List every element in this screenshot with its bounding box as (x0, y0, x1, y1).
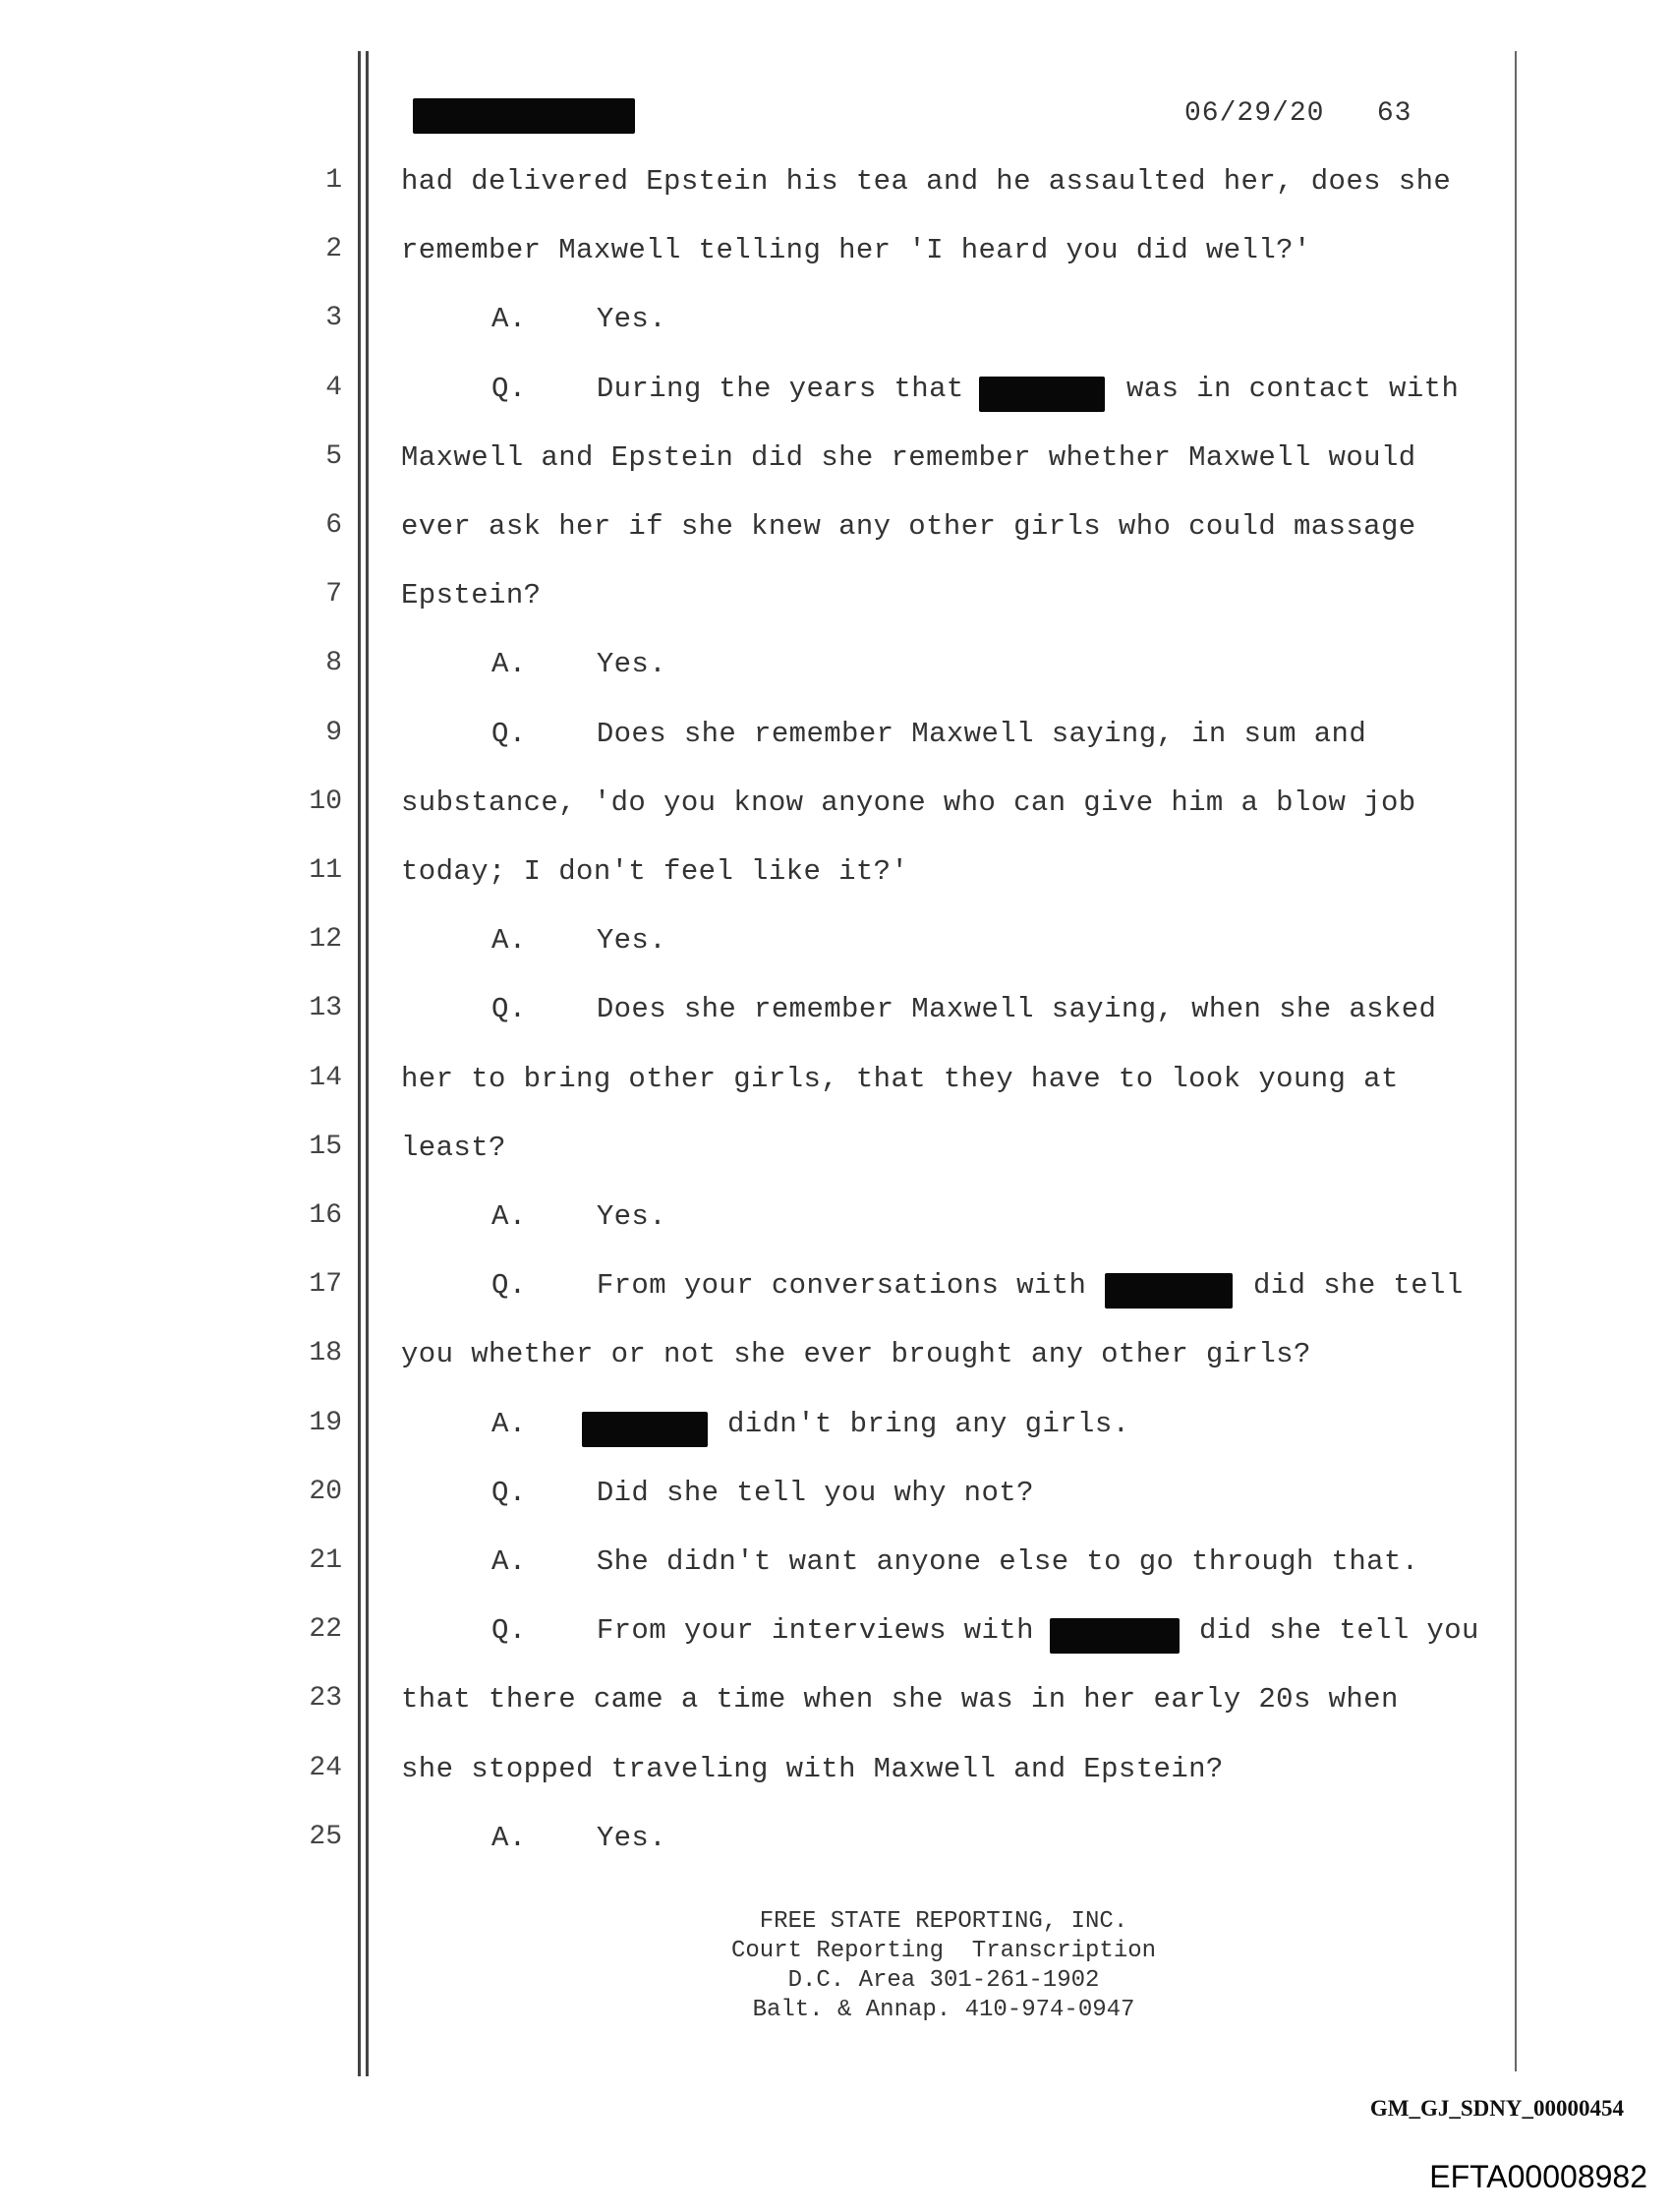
transcript-line (0, 1614, 1671, 1654)
transcript-line (0, 786, 1671, 826)
line-text: A. She didn't want anyone else to go through that. (491, 1545, 1419, 1578)
line-number: 13 (309, 993, 342, 1024)
line-text: Epstein? (401, 579, 542, 612)
transcript-line (0, 1408, 1671, 1447)
line-number: 5 (325, 440, 342, 472)
line-text-continued: did she tell you (1199, 1614, 1479, 1648)
transcript-line (0, 373, 1671, 412)
line-number: 18 (309, 1338, 342, 1369)
transcript-line (0, 1338, 1671, 1377)
line-number: 10 (309, 786, 342, 817)
line-text: remember Maxwell telling her 'I heard you did well?' (401, 234, 1311, 267)
transcript-line (0, 1477, 1671, 1516)
transcript-line (0, 579, 1671, 618)
line-text: Q. From your interviews with (491, 1614, 1034, 1648)
transcript-line (0, 165, 1671, 204)
header-redaction (413, 98, 635, 134)
line-text: A. Yes. (491, 648, 667, 681)
transcript-line (0, 303, 1671, 342)
line-text-continued: didn't bring any girls. (727, 1407, 1130, 1440)
line-text: A. Yes. (491, 303, 667, 336)
line-number: 20 (309, 1476, 342, 1507)
line-text: Q. From your conversations with (491, 1269, 1087, 1303)
line-number: 23 (309, 1683, 342, 1715)
line-number: 1 (325, 165, 342, 196)
line-text: A. Yes. (491, 1200, 667, 1233)
name-redaction (582, 1412, 708, 1447)
transcript-line (0, 441, 1671, 481)
transcript-line (0, 1132, 1671, 1171)
line-text-continued: was in contact with (1126, 372, 1460, 405)
transcript-line (0, 855, 1671, 895)
transcript-line (0, 1822, 1671, 1861)
transcript-line (0, 648, 1671, 687)
line-number: 12 (309, 924, 342, 956)
line-text: Maxwell and Epstein did she remember whether Maxwell would (401, 440, 1416, 474)
line-text: she stopped traveling with Maxwell and Epstein? (401, 1752, 1224, 1785)
name-redaction (1105, 1273, 1233, 1309)
reporter-footer (590, 1907, 1297, 2025)
line-text: ever ask her if she knew any other girls who could massage (401, 510, 1416, 543)
line-number: 16 (309, 1200, 342, 1231)
line-number: 21 (309, 1545, 342, 1576)
line-text: her to bring other girls, that they have to look young at (401, 1062, 1399, 1095)
transcript-line (0, 1200, 1671, 1240)
line-text: today; I don't feel like it?' (401, 855, 909, 888)
transcript-line (0, 924, 1671, 963)
line-text: Q. Does she remember Maxwell saying, when she asked (491, 993, 1437, 1026)
line-text: that there came a time when she was in her early 20s when (401, 1683, 1399, 1717)
line-text: Q. Does she remember Maxwell saying, in sum and (491, 717, 1367, 750)
transcript-line (0, 510, 1671, 550)
line-number: 4 (325, 372, 342, 403)
transcript-line (0, 1269, 1671, 1309)
transcript-line (0, 718, 1671, 757)
transcript-line (0, 1683, 1671, 1722)
line-number: 25 (309, 1821, 342, 1852)
header-date-page: 06/29/20 63 (1184, 98, 1412, 129)
name-redaction (1050, 1618, 1180, 1654)
line-number: 15 (309, 1131, 342, 1162)
transcript-line (0, 234, 1671, 273)
line-number: 3 (325, 303, 342, 334)
bates-number: GM_GJ_SDNY_00000454 (1369, 2096, 1624, 2121)
line-number: 8 (325, 648, 342, 679)
line-text: A. Yes. (491, 1821, 667, 1854)
line-text: had delivered Epstein his tea and he assaulted her, does she (401, 165, 1452, 198)
line-number: 9 (325, 717, 342, 748)
line-text: least? (401, 1131, 506, 1164)
line-text: you whether or not she ever brought any other girls? (401, 1338, 1311, 1371)
transcript-line (0, 1545, 1671, 1585)
line-number: 24 (309, 1752, 342, 1783)
line-number: 22 (309, 1614, 342, 1646)
footer-dc-phone: D.C. Area 301-261-1902 (787, 1967, 1100, 1994)
transcript-line (0, 993, 1671, 1032)
name-redaction (979, 377, 1105, 412)
line-text-continued: did she tell (1253, 1269, 1464, 1303)
transcript-line (0, 1063, 1671, 1102)
efta-number: EFTA00008982 (1429, 2159, 1647, 2194)
line-number: 14 (309, 1062, 342, 1093)
line-number: 7 (325, 579, 342, 611)
line-text: Q. Did she tell you why not? (491, 1476, 1034, 1509)
line-number: 19 (309, 1407, 342, 1438)
line-text: Q. During the years that (491, 372, 964, 405)
line-text: A. Yes. (491, 924, 667, 958)
transcript-line (0, 1753, 1671, 1792)
footer-balt-phone: Balt. & Annap. 410-974-0947 (752, 1997, 1135, 2023)
line-number: 6 (325, 510, 342, 541)
footer-company: FREE STATE REPORTING, INC. (759, 1908, 1128, 1935)
line-number: 2 (325, 234, 342, 265)
line-text: substance, 'do you know anyone who can give him a blow job (401, 786, 1416, 819)
line-number: 11 (309, 855, 342, 886)
line-text: A. (491, 1407, 527, 1440)
footer-service: Court Reporting Transcription (730, 1938, 1157, 1964)
line-number: 17 (309, 1269, 342, 1301)
